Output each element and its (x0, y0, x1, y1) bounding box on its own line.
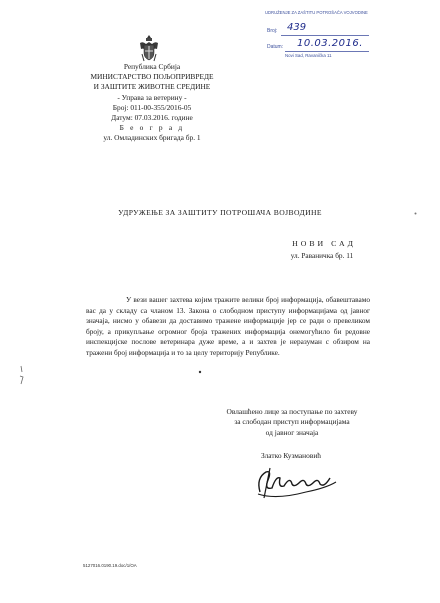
receipt-stamp (247, 4, 372, 68)
signer-name: Златко Кузмановић (261, 451, 321, 460)
sender-address: ул. Омладинских бригада бр. 1 (103, 133, 201, 143)
stamp-date-line (285, 51, 369, 52)
scan-dot-mark (414, 212, 417, 215)
authorized-line3: од јавног значаја (265, 427, 319, 437)
stamp-organization: UDRUŽENJE ZA ZAŠTITU POTROŠAČA VOJVODINE (265, 10, 368, 15)
authorized-line1: Овлашћено лице за поступање по захтеву (226, 407, 358, 416)
authorized-person-block (212, 407, 372, 438)
authorized-line2: за слободан приступ информацијама (234, 417, 350, 427)
stamp-number-line (281, 35, 369, 36)
stamp-number-label: Broj: (267, 28, 278, 34)
handwritten-signature (246, 458, 346, 502)
document-file-code: 5127016.0190.19.doc/1/OA (83, 563, 137, 568)
ministry-name-line2: И ЗАШТИТЕ ЖИВОТНЕ СРЕДИНЕ (93, 82, 211, 92)
recipient-name: УДРУЖЕЊЕ ЗА ЗАШТИТУ ПОТРОШАЧА ВОЈВОДИНЕ (118, 208, 322, 217)
letter-body-paragraph: У вези вашег захтева којим тражите велики број информација, обавештавамо вас да у складу са чланом 13. Закона о слободном приступу информацијама од јавног значаја, нисмо у обавези да доставимо тражене информације јер се ради о превеликом броју, а прикупљање огромног броја тражених информација онемогућило би редовне инспекцијске послове ветеринара дуже време, а и захтев је неразуман с обзиром на тражени број информација и то за целу територију Републике. (86, 295, 370, 357)
country-name: Република Србија (123, 62, 181, 71)
department-name: - Управа за ветерину - (117, 92, 187, 102)
recipient-street: ул. Раваничка бр. 11 (290, 251, 354, 260)
stamp-address: Novi Sad, Ravanička 11 (285, 53, 332, 58)
scan-dot-mark-2 (198, 370, 202, 374)
coat-of-arms-emblem (137, 34, 161, 64)
document-date: Датум: 07.03.2016. године (111, 113, 193, 123)
sender-header (52, 62, 252, 144)
scan-margin-mark (19, 364, 25, 386)
stamp-number-value: 439 (287, 22, 307, 33)
recipient-city: НОВИ САД (292, 239, 356, 248)
stamp-date-label: Datum: (267, 44, 284, 50)
sender-city: Б е о г р а д (119, 123, 185, 133)
ministry-name-line1: МИНИСТАРСТВО ПОЉОПРИВРЕДЕ (90, 72, 214, 82)
stamp-date-value: 10.03.2016. (297, 38, 363, 49)
reference-number: Број: 011-00-355/2016-05 (112, 102, 192, 112)
